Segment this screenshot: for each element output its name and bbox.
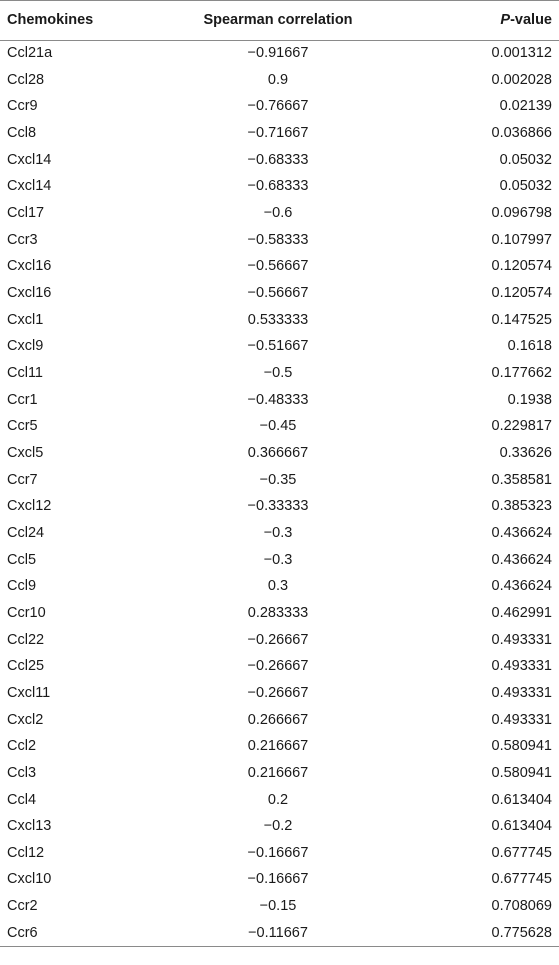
cell-p-value: 0.096798 xyxy=(491,205,552,222)
cell-p-value: 0.1618 xyxy=(507,338,552,355)
table-row xyxy=(0,547,559,574)
cell-spearman-correlation: 0.283333 xyxy=(247,604,309,621)
cell-spearman-correlation: 0.366667 xyxy=(247,444,309,461)
table-row xyxy=(0,894,559,921)
cell-spearman-correlation: −0.11667 xyxy=(248,924,308,941)
cell-chemokine: Ccl11 xyxy=(7,365,43,381)
cell-spearman-correlation: 0.216667 xyxy=(247,738,309,755)
cell-chemokine: Ccl24 xyxy=(7,524,45,541)
cell-p-value: 0.120574 xyxy=(491,258,552,275)
table-row xyxy=(0,734,559,761)
header-p-value xyxy=(391,1,559,41)
table-row xyxy=(0,814,559,841)
cell-p-value: 0.001312 xyxy=(491,45,552,62)
cell-p-value: 0.120574 xyxy=(491,285,552,302)
cell-chemokine: Ccl21a xyxy=(7,45,53,62)
cell-chemokine: Ccl4 xyxy=(7,791,37,808)
cell-spearman-correlation: −0.56667 xyxy=(247,285,309,302)
cell-spearman-correlation: −0.33333 xyxy=(247,498,309,515)
table-row xyxy=(0,307,559,334)
cell-p-value: 0.493331 xyxy=(491,711,552,728)
cell-spearman-correlation: −0.16667 xyxy=(247,871,309,888)
cell-p-value: 0.02139 xyxy=(499,98,552,115)
table-row xyxy=(0,680,559,707)
cell-p-value: 0.493331 xyxy=(491,684,552,701)
cell-chemokine: Ccl2 xyxy=(7,738,37,755)
cell-chemokine: Ccr7 xyxy=(7,471,38,488)
cell-spearman-correlation: −0.45 xyxy=(259,418,297,435)
cell-spearman-correlation: 0.3 xyxy=(267,578,289,595)
cell-p-value: 0.436624 xyxy=(491,551,552,568)
cell-chemokine: Ccl28 xyxy=(7,71,45,88)
table-row xyxy=(0,67,559,94)
cell-spearman-correlation: −0.26667 xyxy=(247,684,309,701)
table-row xyxy=(0,654,559,681)
cell-spearman-correlation: 0.533333 xyxy=(247,311,309,328)
cell-spearman-correlation: −0.16667 xyxy=(247,844,309,861)
table-row xyxy=(0,94,559,121)
table-row xyxy=(0,920,559,947)
table-row xyxy=(0,147,559,174)
cell-spearman-correlation: −0.5 xyxy=(263,365,293,381)
cell-p-value: 0.229817 xyxy=(491,418,552,435)
header-row xyxy=(0,1,559,41)
table-row xyxy=(0,254,559,281)
cell-chemokine: Ccr5 xyxy=(7,418,38,435)
cell-p-value: 0.493331 xyxy=(491,658,552,675)
cell-p-value: 0.05032 xyxy=(499,151,552,168)
table-row xyxy=(0,280,559,307)
cell-chemokine: Ccl22 xyxy=(7,631,45,648)
cell-spearman-correlation: 0.216667 xyxy=(247,764,309,781)
cell-spearman-correlation: −0.15 xyxy=(259,898,297,915)
cell-spearman-correlation: −0.71667 xyxy=(247,125,309,142)
table-body xyxy=(0,41,559,947)
cell-chemokine: Cxcl11 xyxy=(7,684,51,701)
cell-chemokine: Cxcl5 xyxy=(7,444,44,461)
table-row xyxy=(0,840,559,867)
table-row xyxy=(0,200,559,227)
cell-p-value: 0.580941 xyxy=(491,764,552,781)
header-spearman-correlation: Spearman correlation xyxy=(203,11,353,28)
cell-chemokine: Ccl5 xyxy=(7,551,37,568)
cell-p-value: 0.1938 xyxy=(507,391,552,408)
cell-spearman-correlation: −0.56667 xyxy=(247,258,309,275)
cell-chemokine: Ccr1 xyxy=(7,391,38,408)
cell-p-value: 0.385323 xyxy=(491,498,552,515)
cell-chemokine: Cxcl14 xyxy=(7,178,52,195)
cell-p-value: 0.580941 xyxy=(491,738,552,755)
cell-p-value: 0.177662 xyxy=(491,365,552,381)
cell-spearman-correlation: −0.68333 xyxy=(247,178,309,195)
cell-chemokine: Ccr6 xyxy=(7,924,38,941)
cell-spearman-correlation: −0.35 xyxy=(259,471,297,488)
table-row xyxy=(0,600,559,627)
header-p-value-rest: -value xyxy=(510,11,552,28)
cell-chemokine: Ccl17 xyxy=(7,205,45,222)
table-row xyxy=(0,387,559,414)
table-row xyxy=(0,520,559,547)
header-chemokines: Chemokines xyxy=(7,11,94,28)
table-row xyxy=(0,787,559,814)
cell-spearman-correlation: −0.26667 xyxy=(247,631,309,648)
cell-spearman-correlation: −0.76667 xyxy=(247,98,309,115)
cell-p-value: 0.708069 xyxy=(491,898,552,915)
cell-spearman-correlation: −0.6 xyxy=(263,205,293,222)
table-row xyxy=(0,494,559,521)
cell-p-value: 0.462991 xyxy=(491,604,552,621)
table-row xyxy=(0,174,559,201)
cell-p-value: 0.677745 xyxy=(491,871,552,888)
table-row xyxy=(0,440,559,467)
table-row xyxy=(0,41,559,68)
cell-chemokine: Ccl25 xyxy=(7,658,45,675)
cell-chemokine: Ccr9 xyxy=(7,98,38,115)
cell-spearman-correlation: −0.91667 xyxy=(247,45,309,62)
cell-p-value: 0.493331 xyxy=(491,631,552,648)
cell-spearman-correlation: 0.2 xyxy=(267,791,289,808)
table-row xyxy=(0,120,559,147)
table-row xyxy=(0,760,559,787)
cell-p-value: 0.775628 xyxy=(491,924,552,941)
table-row xyxy=(0,574,559,601)
cell-p-value: 0.677745 xyxy=(491,844,552,861)
cell-chemokine: Cxcl14 xyxy=(7,151,52,168)
cell-p-value: 0.002028 xyxy=(491,71,552,88)
table-row xyxy=(0,627,559,654)
cell-chemokine: Ccr3 xyxy=(7,231,38,248)
cell-chemokine: Ccr2 xyxy=(7,898,38,915)
cell-spearman-correlation: −0.2 xyxy=(263,818,293,835)
cell-spearman-correlation: 0.266667 xyxy=(247,711,309,728)
cell-spearman-correlation: −0.68333 xyxy=(247,151,309,168)
cell-chemokine: Cxcl12 xyxy=(7,498,52,515)
table-row xyxy=(0,867,559,894)
table-row xyxy=(0,227,559,254)
cell-p-value: 0.05032 xyxy=(499,178,552,195)
cell-chemokine: Cxcl9 xyxy=(7,338,44,355)
cell-p-value: 0.036866 xyxy=(491,125,552,142)
cell-chemokine: Cxcl13 xyxy=(7,818,52,835)
cell-p-value: 0.436624 xyxy=(491,524,552,541)
table-row xyxy=(0,467,559,494)
cell-spearman-correlation: −0.26667 xyxy=(247,658,309,675)
cell-chemokine: Ccr10 xyxy=(7,604,46,621)
cell-p-value: 0.613404 xyxy=(491,791,552,808)
cell-spearman-correlation: −0.58333 xyxy=(247,231,309,248)
cell-chemokine: Ccl12 xyxy=(7,844,45,861)
table-header xyxy=(0,1,559,41)
cell-p-value: 0.436624 xyxy=(491,578,552,595)
cell-spearman-correlation: 0.9 xyxy=(267,71,289,88)
cell-chemokine: Cxcl2 xyxy=(7,711,44,728)
cell-spearman-correlation: −0.48333 xyxy=(247,391,309,408)
cell-spearman-correlation: −0.3 xyxy=(263,551,293,568)
header-p-value-italic: P xyxy=(500,11,511,28)
cell-p-value: 0.613404 xyxy=(491,818,552,835)
cell-chemokine: Ccl3 xyxy=(7,764,37,781)
cell-p-value: 0.358581 xyxy=(491,471,552,488)
cell-p-value: 0.33626 xyxy=(499,444,552,461)
cell-p-value: 0.147525 xyxy=(491,311,552,328)
table-row xyxy=(0,360,559,387)
cell-chemokine: Ccl8 xyxy=(7,125,37,142)
table-row xyxy=(0,707,559,734)
cell-chemokine: Ccl9 xyxy=(7,578,37,595)
cell-chemokine: Cxcl1 xyxy=(7,311,44,328)
cell-spearman-correlation: −0.3 xyxy=(263,524,293,541)
table-row xyxy=(0,334,559,361)
cell-chemokine: Cxcl10 xyxy=(7,871,52,888)
table-row xyxy=(0,414,559,441)
cell-p-value: 0.107997 xyxy=(491,231,552,248)
cell-chemokine: Cxcl16 xyxy=(7,285,52,302)
cell-spearman-correlation: −0.51667 xyxy=(247,338,309,355)
cell-chemokine: Cxcl16 xyxy=(7,258,52,275)
